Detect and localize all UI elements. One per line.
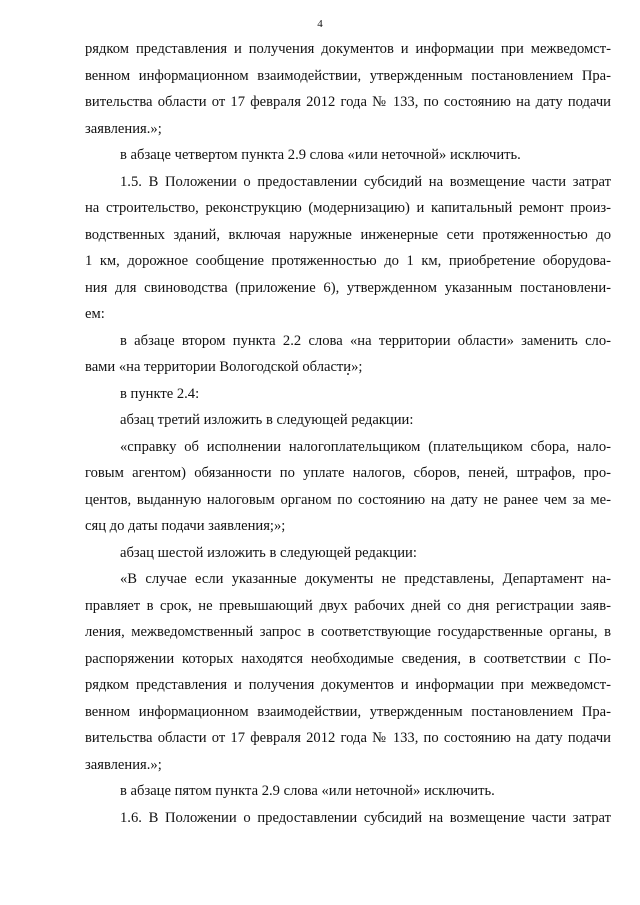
text-line: заявления.»; [85, 120, 162, 137]
text-line: в абзаце втором пункта 2.2 слова «на территории области» заменить сло- [120, 332, 611, 349]
text-line: 1 км, дорожное сообщение протяженностью до 1 км, приобретение оборудова- [85, 253, 611, 269]
text-line: ления, межведомственный запрос в соответствующие государственные органы, в [85, 624, 611, 640]
document-body [85, 36, 611, 831]
text-line: правляет в срок, не превышающий двух рабочих дней со дня регистрации заяв- [85, 597, 611, 614]
text-line: 1.5. В Положении о предоставлении субсидий на возмещение части затрат [120, 173, 611, 190]
text-line: вительства области от 17 февраля 2012 года № 133, по состоянию на дату подачи [85, 730, 611, 746]
text-line: «В случае если указанные документы не представлены, Департамент на- [120, 571, 611, 587]
text-line: водственных зданий, включая наружные инженерные сети протяженностью до [85, 226, 611, 243]
text-line: абзац третий изложить в следующей редакции: [120, 412, 414, 428]
text-line: вительства области от 17 февраля 2012 года № 133, по состоянию на дату подачи [85, 94, 611, 110]
text-line: рядком представления и получения документов и информации при межведомст- [85, 677, 611, 693]
text-line: ем: [85, 306, 105, 322]
text-line: сяц до даты подачи заявления;»; [85, 518, 286, 534]
text-line: 1.6. В Положении о предоставлении субсидий на возмещение части затрат [120, 809, 611, 826]
text-line: рядком представления и получения документов и информации при межведомст- [85, 41, 611, 57]
text-line: в абзаце четвертом пункта 2.9 слова «или неточной» исключить. [120, 147, 521, 163]
text-line: на строительство, реконструкцию (модернизацию) и капитальный ремонт произ- [85, 200, 611, 216]
text-line: распоряжении которых находятся необходимые сведения, в соответствии с По- [85, 650, 611, 667]
text-line: «справку об исполнении налогоплательщиком (плательщиком сбора, нало- [120, 438, 611, 455]
text-line: говым агентом) обязанности по уплате налогов, сборов, пеней, штрафов, про- [85, 465, 611, 481]
text-line: в пункте 2.4: [120, 385, 200, 402]
text-line: ния для свиноводства (приложение 6), утвержденном указанным постановлени- [85, 279, 611, 296]
text-line: венном информационном взаимодействии, утвержденным постановлением Пра- [85, 703, 611, 720]
page-number: 4 [317, 18, 323, 30]
text-line: абзац шестой изложить в следующей редакции: [120, 544, 417, 561]
text-line: в абзаце пятом пункта 2.9 слова «или неточной» исключить. [120, 783, 495, 799]
text-line: венном информационном взаимодействии, утвержденным постановлением Пра- [85, 67, 611, 84]
text-line: вами «на территории Вологодской области»; [85, 359, 363, 375]
text-line: центов, выданную налоговым органом по состоянию на дату не ранее чем за ме- [85, 491, 611, 508]
text-line: заявления.»; [85, 756, 162, 773]
